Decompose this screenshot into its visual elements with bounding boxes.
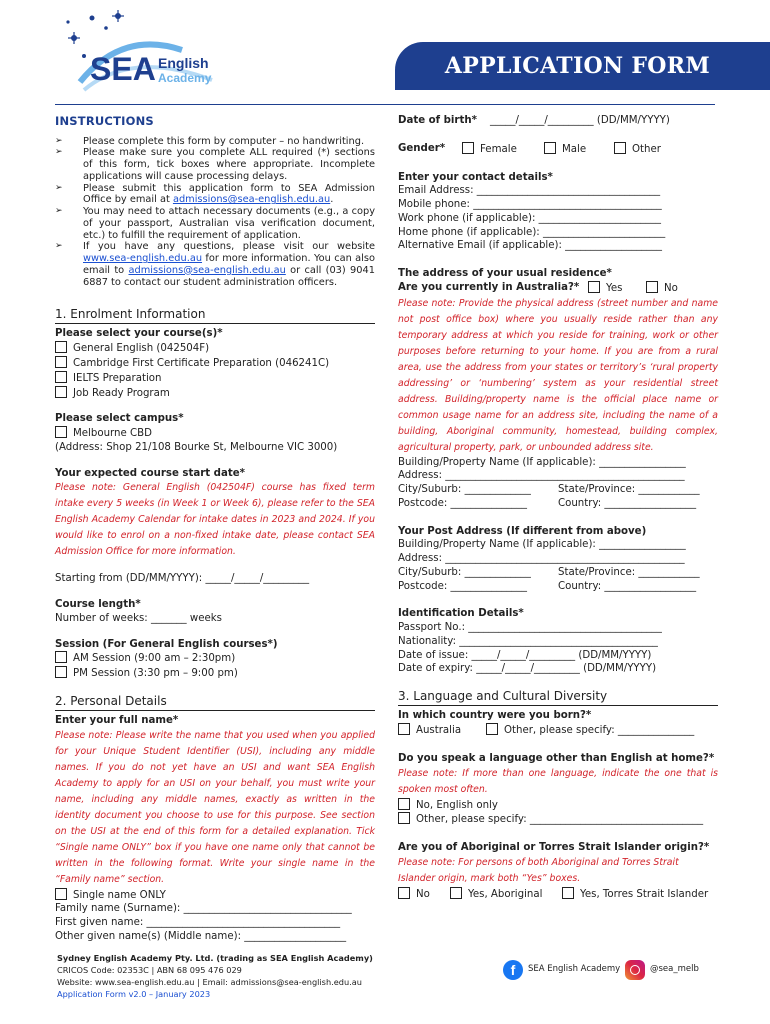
checkbox[interactable] [462,142,474,154]
gender-option-male[interactable]: Male [544,142,614,157]
checkbox[interactable] [562,887,574,899]
right-column [398,114,718,902]
identification-question: Identification Details* [398,608,524,620]
form-title: APPLICATION FORM [444,53,710,79]
footer-company: Sydney English Academy Pty. Ltd. (trading as SEA English Academy) [57,953,373,963]
checkbox[interactable] [646,281,658,293]
post-address-field[interactable]: Address: _______________________________________________ [398,553,685,565]
in-australia-no[interactable]: No [646,281,678,296]
start-date-field[interactable]: Starting from (DD/MM/YYYY): _____/_____/_________ [55,573,310,585]
post-postcode-country-row [398,580,718,594]
admissions-email-link[interactable]: admissions@sea-english.edu.au [172,194,331,206]
website-link[interactable]: www.sea-english.edu.au [83,253,203,265]
enrolment-heading: 1. Enrolment Information [55,306,375,324]
course-option[interactable]: Cambridge First Certificate Preparation (046241C) [55,356,375,371]
instruction-item: ➢ Please submit this application form to SEA Admission Office by email at admissions@sea-english.edu.au. [55,182,375,206]
post-postcode-field[interactable]: Postcode: _______________ [398,580,527,592]
residence-question: The address of your usual residence* [398,268,612,280]
postcode-field[interactable]: Postcode: _______________ [398,497,527,509]
instagram-icon [625,960,645,980]
arrow-bullet-icon: ➢ [55,182,63,193]
middle-name-field[interactable]: Other given name(s) (Middle name): ____________________ [55,930,347,942]
language-heading: 3. Language and Cultural Diversity [398,688,718,706]
facebook-icon: f [503,960,523,980]
course-option[interactable]: IELTS Preparation [55,371,375,386]
mobile-field[interactable]: Mobile phone: _____________________________________ [398,199,662,211]
home-phone-field[interactable]: Home phone (if applicable): ________________________ [398,226,666,238]
contact-question: Enter your contact details* [398,171,553,183]
checkbox[interactable] [55,651,67,663]
svg-text:English: English [158,55,209,71]
language-question: Do you speak a language other than English at home?* [398,752,715,764]
instagram-link[interactable]: @sea_melb [625,960,699,980]
atsi-aboriginal[interactable]: Yes, Aboriginal [450,887,562,902]
instruction-item: ➢ If you have any questions, please visit our website www.sea-english.edu.au for more information. You can also email to admissions@sea-english.edu.au or call (03) 9041 6887 to contact our student administration officers. [55,241,375,288]
single-name-option[interactable]: Single name ONLY [55,888,375,903]
address-field[interactable]: Address: _______________________________________________ [398,470,685,482]
born-row [398,723,718,738]
english-only-option[interactable]: No, English only [398,798,718,813]
course-length-question: Course length* [55,599,141,611]
city-state-row [398,483,718,497]
checkbox[interactable] [55,371,67,383]
checkbox[interactable] [398,887,410,899]
arrow-bullet-icon: ➢ [55,135,63,146]
dob-field[interactable]: _____/_____/_________ (DD/MM/YYYY) [490,115,670,126]
checkbox[interactable] [55,426,67,438]
arrow-bullet-icon: ➢ [55,206,63,217]
passport-field[interactable]: Passport No.: ______________________________________ [398,622,662,634]
in-australia-row [398,281,718,296]
checkbox[interactable] [486,723,498,735]
alt-email-field[interactable]: Alternative Email (if applicable): ___________________ [398,240,662,252]
instruction-item: ➢ Please complete this form by computer – no handwriting. [55,135,365,147]
footer [57,953,373,1001]
language-note: Please note: If more than one language, indicate the one that is spoken most often. [398,767,718,795]
post-address-question: Your Post Address (If different from above) [398,525,647,537]
instruction-item: ➢ You may need to attach necessary documents (e.g., a copy of your passport, Australian visa verification document, etc.) to fulfill the requirement of application. [55,206,375,241]
course-option[interactable]: General English (042504F) [55,341,375,356]
footer-version: Application Form v2.0 – January 2023 [57,988,211,999]
checkbox[interactable] [398,812,410,824]
nationality-field[interactable]: Nationality: _______________________________________ [398,635,658,647]
in-australia-label: Are you currently in Australia?* [398,282,580,294]
checkbox[interactable] [398,723,410,735]
work-phone-field[interactable]: Work phone (if applicable): ________________________ [398,212,661,224]
session-option-pm[interactable]: PM Session (3:30 pm – 9:00 pm) [55,666,375,681]
born-question: In which country were you born?* [398,710,592,722]
checkbox[interactable] [55,341,67,353]
title-banner [395,42,770,90]
post-state-field[interactable]: State/Province: ____________ [558,566,700,578]
campus-question: Please select campus* [55,413,184,425]
instructions-title: INSTRUCTIONS [55,114,154,128]
born-australia[interactable]: Australia [398,723,486,738]
left-column [55,114,375,944]
issue-date-field[interactable]: Date of issue: _____/_____/_________ (DD/MM/YYYY) [398,649,652,661]
arrow-bullet-icon: ➢ [55,147,63,158]
post-country-field[interactable]: Country: __________________ [558,580,697,592]
post-city-state-row [398,566,718,580]
checkbox[interactable] [614,142,626,154]
campus-option[interactable]: Melbourne CBD [55,426,375,441]
checkbox[interactable] [55,888,67,900]
post-city-field[interactable]: City/Suburb: _____________ [398,566,531,578]
instructions-list [55,136,375,289]
header-divider [55,104,715,105]
checkbox[interactable] [588,281,600,293]
course-option[interactable]: Job Ready Program [55,386,375,401]
dob-row [398,114,718,128]
post-building-field[interactable]: Building/Property Name (If applicable): _________________ [398,539,686,551]
atsi-no[interactable]: No [398,887,450,902]
svg-text:Academy: Academy [158,71,212,85]
expiry-date-field[interactable]: Date of expiry: _____/_____/_________ (DD/MM/YYYY) [398,663,657,675]
atsi-note: Please note: For persons of both Aboriginal and Torres Strait Islander origin, mark both “Yes” boxes. [398,856,679,884]
atsi-torres-strait[interactable]: Yes, Torres Strait Islander [562,887,708,902]
checkbox[interactable] [55,666,67,678]
footer-cricos: CRICOS Code: 02353C | ABN 68 095 476 029 [57,964,242,975]
gender-option-female[interactable]: Female [462,142,544,157]
gender-row [398,142,718,157]
state-field[interactable]: State/Province: ____________ [558,484,700,496]
session-question: Session (For General English courses*) [55,638,278,650]
checkbox[interactable] [544,142,556,154]
dob-label: Date of birth* [398,115,477,126]
course-question: Please select your course(s)* [55,328,223,340]
sea-english-academy-logo [62,10,232,100]
postcode-country-row [398,497,718,511]
checkbox[interactable] [55,356,67,368]
svg-text:SEA: SEA [90,51,156,87]
checkbox[interactable] [398,798,410,810]
campus-address: (Address: Shop 21/108 Bourke St, Melbourne VIC 3000) [55,441,338,453]
gender-option-other[interactable]: Other [614,142,661,157]
personal-heading: 2. Personal Details [55,693,375,711]
session-option-am[interactable]: AM Session (9:00 am – 2:30pm) [55,651,375,666]
atsi-question: Are you of Aboriginal or Torres Strait Islander origin?* [398,842,710,854]
residence-note: Please note: Provide the physical address (street number and name not post office box) where you usually reside rather than any temporary address at which you reside for training, work or other purposes before returning to your home. If you are from a rural area, use the address from your states or territory’s ‘rural property addressing’ or ‘numbering’ system as your residential street address. Building/property name is the official place name or common usage name for an address site, including the name of a building, Aboriginal community, homestead, building complex, agricultural property, park, or unbounded address site. [398,297,718,453]
full-name-question: Enter your full name* [55,715,179,727]
gender-label: Gender* [398,143,446,155]
born-other[interactable]: Other, please specify: _______________ [486,723,694,738]
arrow-bullet-icon: ➢ [55,241,63,252]
email-field[interactable]: Email Address: ____________________________________ [398,185,661,197]
instruction-item: ➢ Please make sure you complete ALL required (*) sections of this form, tick boxes where appropriate. Incomplete applications will cause processing delays. [55,147,375,182]
admissions-email-link[interactable]: admissions@sea-english.edu.au [128,264,286,276]
city-field[interactable]: City/Suburb: _____________ [398,484,531,496]
atsi-row [398,887,718,902]
first-name-field[interactable]: First given name: ______________________________________ [55,917,341,929]
family-name-field[interactable]: Family name (Surname): _________________________________ [55,903,352,915]
full-name-note: Please note: Please write the name that you used when you applied for your Unique Student Identifier (USI), including any middle names. If you do not yet have an USI and want SEA English Academy to apply for an USI on your behalf, you must write your name, including any middle names, exactly as written in the identity document you choose to use for this purpose. See section on the USI at the end of this form for a detailed explanation. Tick “Single name ONLY” box if you have one name only that cannot be written in the following format. Write your single name in the “Family name” section. [55,729,375,885]
start-date-note: Please note: General English (042504F) course has fixed term intake every 5 weeks (in Week 1 or Week 6), please refer to the SEA English Academy Calendar for intake dates in 2023 and 2024. If you would like to enrol on a non-fixed intake date, please contact SEA Admission Office for more information. [55,482,375,558]
in-australia-yes[interactable]: Yes [588,281,646,296]
language-other-option[interactable]: Other, please specify: __________________________________ [398,812,718,827]
facebook-link[interactable]: f SEA English Academy [503,960,620,980]
checkbox[interactable] [450,887,462,899]
weeks-field[interactable]: Number of weeks: _______ weeks [55,612,222,624]
checkbox[interactable] [55,386,67,398]
country-field[interactable]: Country: __________________ [558,497,697,509]
start-date-question: Your expected course start date* [55,467,245,479]
footer-website: Website: www.sea-english.edu.au | Email: admissions@sea-english.edu.au [57,976,362,987]
building-field[interactable]: Building/Property Name (If applicable): _________________ [398,456,686,468]
